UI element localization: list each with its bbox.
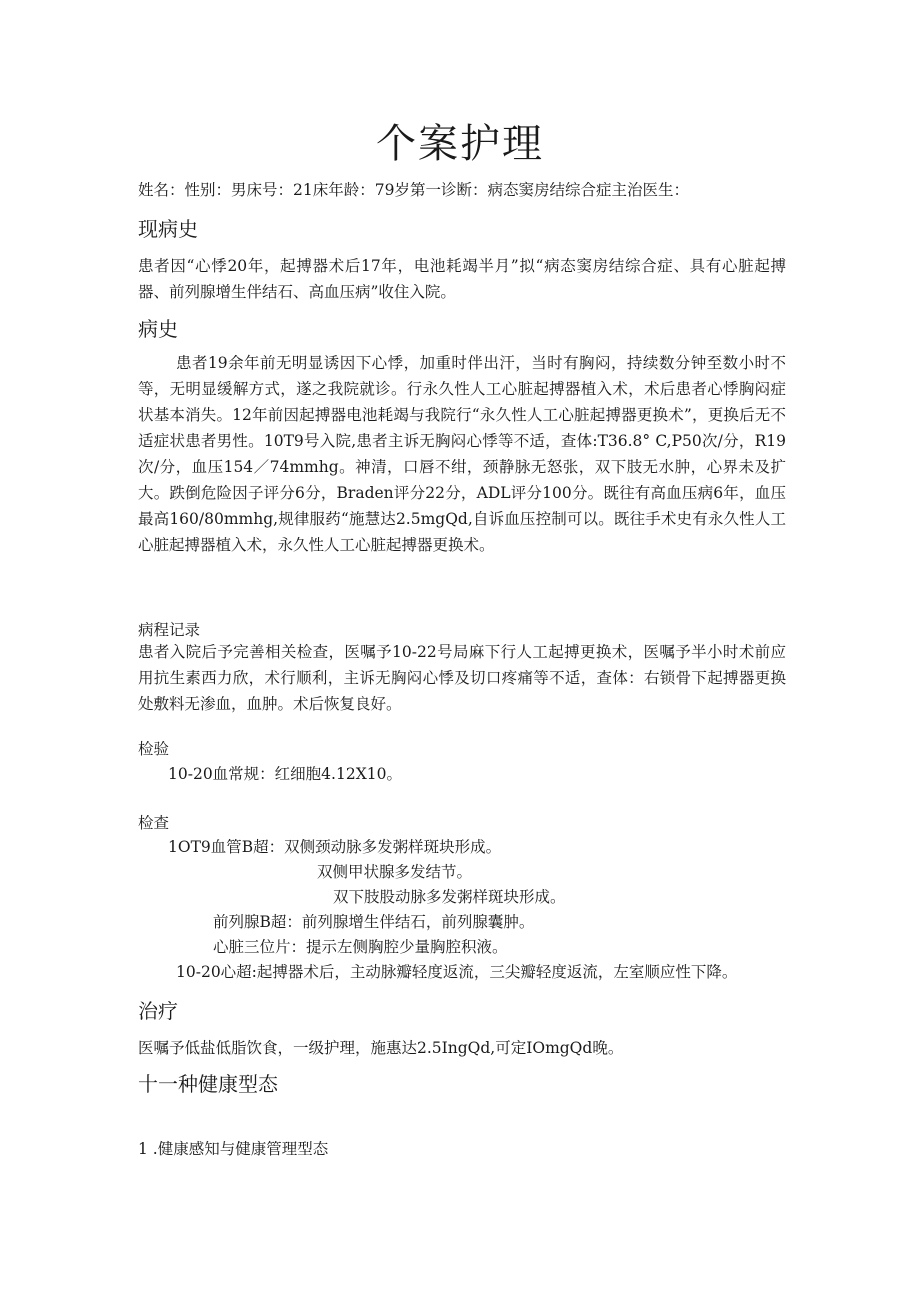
page-title: 个案护理	[376, 121, 544, 167]
exam-line: 双侧甲状腺多发结节。	[317, 863, 473, 881]
health-pattern-item: 1 .健康感知与健康管理型态	[138, 1140, 329, 1158]
course-text: 患者入院后予完善相关检查，医嘱予10-22号局麻下行人工起搏更换术，医嘱予半小时术前应用抗生素西力欣，术行顺利，主诉无胸闷心悸及切口疼痛等不适，查体：右锁骨下起搏器更换处敷料无渗血，血肿。术后恢复良好。	[138, 643, 786, 713]
exam-line: 1OT9血管B超：双侧颈动脉多发粥样斑块形成。	[168, 838, 502, 856]
present-illness-text: 患者因“心悸20年，起搏器术后17年，电池耗竭半月”拟“病态窦房结综合症、具有心脏起搏器、前列腺增生伴结石、高血压病”收住入院。	[138, 257, 786, 301]
treatment-text: 医嘱予低盐低脂饮食，一级护理，施惠达2.5IngQd,可定IOmgQd晚。	[138, 1039, 624, 1057]
lab-line: 10-20血常规：红细胞4.12X10。	[168, 765, 402, 783]
patient-info-line: 姓名：性别：男床号：21床年龄：79岁第一诊断：病态窦房结综合症主治医生：	[138, 181, 689, 199]
exam-line: 心脏三位片：提示左侧胸腔少量胸腔积液。	[213, 938, 508, 956]
history-heading: 病史	[138, 317, 178, 341]
treatment-heading: 治疗	[138, 999, 178, 1023]
lab-heading: 检验	[138, 740, 170, 758]
exam-heading: 检查	[138, 814, 170, 832]
course-heading: 病程记录	[138, 621, 201, 639]
present-illness-heading: 现病史	[138, 217, 198, 241]
exam-line: 前列腺B超：前列腺增生伴结石，前列腺囊肿。	[213, 913, 535, 931]
health-patterns-heading: 十一种健康型态	[138, 1072, 278, 1096]
history-text: 患者19余年前无明显诱因下心悸，加重时伴出汗，当时有胸闷，持续数分钟至数小时不等，无明显缓解方式，遂之我院就诊。行永久性人工心脏起搏器植入术，术后患者心悸胸闷症状基本消失。12年前因起搏器电池耗竭与我院行“永久性人工心脏起搏器更换术”，更换后无不适症状患者男性。10T9号入院,患者主诉无胸闷心悸等不适，查体:T36.8° C,P50次/分，R19次/分，血压154／74mmhg。神清，口唇不绀，颈静脉无怒张，双下肢无水肿，心界未及扩大。跌倒危险因子评分6分，Braden评分22分，ADL评分100分。既往有高血压病6年，血压最高160/80mmhg,规律服药“施慧达2.5mgQd,自诉血压控制可以。既往手术史有永久性人工心脏起搏器植入术，永久性人工心脏起搏器更换术。	[138, 354, 786, 554]
exam-line: 双下肢股动脉多发粥样斑块形成。	[333, 888, 566, 906]
exam-line: 10-20心超:起搏器术后，主动脉瓣轻度返流，三尖瓣轻度返流，左室顺应性下降。	[176, 963, 738, 981]
